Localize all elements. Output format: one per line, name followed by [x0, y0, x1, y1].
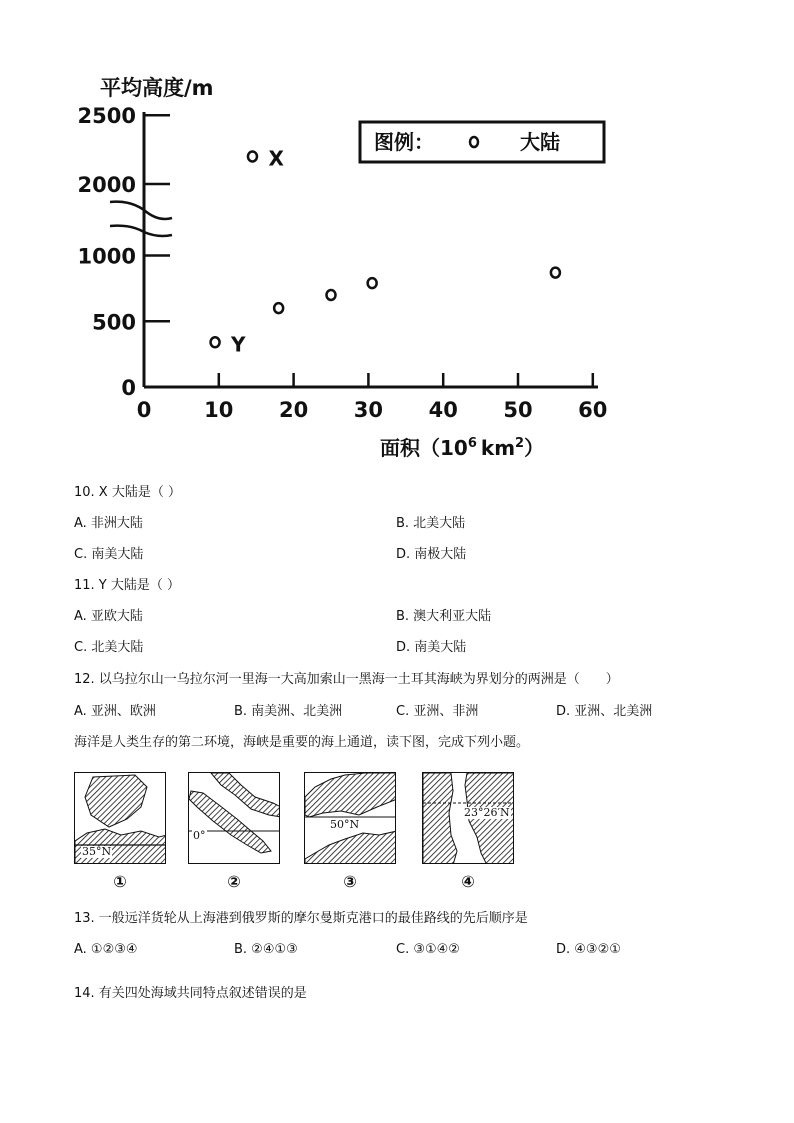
data-point-Y	[211, 337, 220, 347]
x-tick-label-30: 30	[353, 398, 384, 422]
q12-option-a[interactable]: A. 亚洲、欧洲	[74, 704, 156, 719]
question-11-stem: 11. Y 大陆是（ ）	[74, 578, 181, 593]
map-2-latitude: 0°	[193, 829, 206, 842]
x-axis-title	[380, 436, 544, 460]
data-point-4	[327, 290, 336, 300]
x-axis-title-exponent-1: 6	[467, 436, 477, 451]
question-14-stem: 14. 有关四处海域共同特点叙述错误的是	[74, 986, 307, 1001]
strait-map-4	[422, 772, 514, 864]
map-2-number: ②	[227, 872, 241, 891]
x-tick-label-20: 20	[278, 398, 309, 422]
map-1-number: ①	[113, 872, 127, 891]
map-4-number: ④	[461, 872, 475, 891]
q11-option-c[interactable]: C. 北美大陆	[74, 640, 144, 655]
x-tick-label-10: 10	[204, 398, 234, 422]
data-point-6	[551, 268, 560, 278]
map-3-number: ③	[343, 872, 357, 891]
strait-map-2-drawing	[189, 773, 280, 864]
y-tick-label-2000: 2000	[77, 173, 136, 197]
point-label-X: X	[268, 146, 284, 171]
axis-break-upper	[110, 202, 172, 219]
q10-option-c[interactable]: C. 南美大陆	[74, 547, 144, 562]
x-axis-title-prefix: 面积（10	[380, 436, 468, 460]
y-tick-label-2500: 2500	[77, 104, 136, 129]
strait-intro: 海洋是人类生存的第二环境，海峡是重要的海上通道，读下图，完成下列小题。	[74, 735, 530, 750]
map-3-latitude: 50°N	[330, 818, 360, 831]
axis-break-lower	[110, 226, 172, 236]
q11-option-a[interactable]: A. 亚欧大陆	[74, 609, 143, 624]
q10-option-b[interactable]: B. 北美大陆	[396, 516, 466, 531]
y-tick-label-500: 500	[92, 310, 136, 335]
q11-option-d[interactable]: D. 南美大陆	[396, 640, 467, 655]
q12-option-b[interactable]: B. 南美洲、北美洲	[234, 704, 343, 719]
legend-label: 大陆	[520, 130, 560, 154]
q11-option-b[interactable]: B. 澳大利亚大陆	[396, 609, 492, 624]
x-tick-label-60: 60	[578, 398, 608, 422]
y-tick-label-0: 0	[121, 376, 136, 400]
q12-option-c[interactable]: C. 亚洲、非洲	[396, 704, 479, 719]
x-axis-title-suffix: ）	[524, 436, 545, 460]
q13-option-b[interactable]: B. ②④①③	[234, 942, 298, 957]
q13-option-a[interactable]: A. ①②③④	[74, 942, 138, 957]
x-tick-label-40: 40	[428, 398, 458, 422]
strait-maps	[74, 772, 522, 892]
q13-option-c[interactable]: C. ③①④②	[396, 942, 460, 957]
q12-option-d[interactable]: D. 亚洲、北美洲	[556, 704, 653, 719]
strait-map-2	[188, 772, 280, 864]
strait-map-1	[74, 772, 166, 864]
question-13-stem: 13. 一般远洋货轮从上海港到俄罗斯的摩尔曼斯克港口的最佳路线的先后顺序是	[74, 911, 528, 926]
question-10-stem: 10. X 大陆是（ ）	[74, 485, 181, 500]
q13-option-d[interactable]: D. ④③②①	[556, 942, 621, 957]
map-4-latitude: 23°26′N	[464, 806, 510, 819]
x-tick-label-0: 0	[136, 398, 152, 422]
data-point-3	[274, 303, 283, 313]
x-tick-label-50: 50	[503, 398, 533, 422]
y-axis-title: 平均高度/m	[100, 76, 214, 100]
data-point-5	[368, 278, 377, 288]
legend-title: 图例：	[374, 130, 434, 154]
y-tick-label-1000: 1000	[77, 244, 136, 269]
x-axis-title-exponent-2: 2	[515, 436, 525, 451]
strait-map-3	[304, 772, 396, 864]
data-point-X	[248, 151, 257, 161]
map-1-latitude: 35°N	[82, 845, 112, 858]
q10-option-d[interactable]: D. 南极大陆	[396, 547, 467, 562]
point-label-Y: Y	[231, 332, 246, 357]
q10-option-a[interactable]: A. 非洲大陆	[74, 516, 143, 531]
question-12-stem: 12. 以乌拉尔山一乌拉尔河一里海一大高加索山一黑海一土耳其海峡为界划分的两洲是（ ）	[74, 672, 619, 687]
x-axis-title-unit: km	[480, 436, 516, 460]
scatter-chart	[0, 0, 794, 480]
